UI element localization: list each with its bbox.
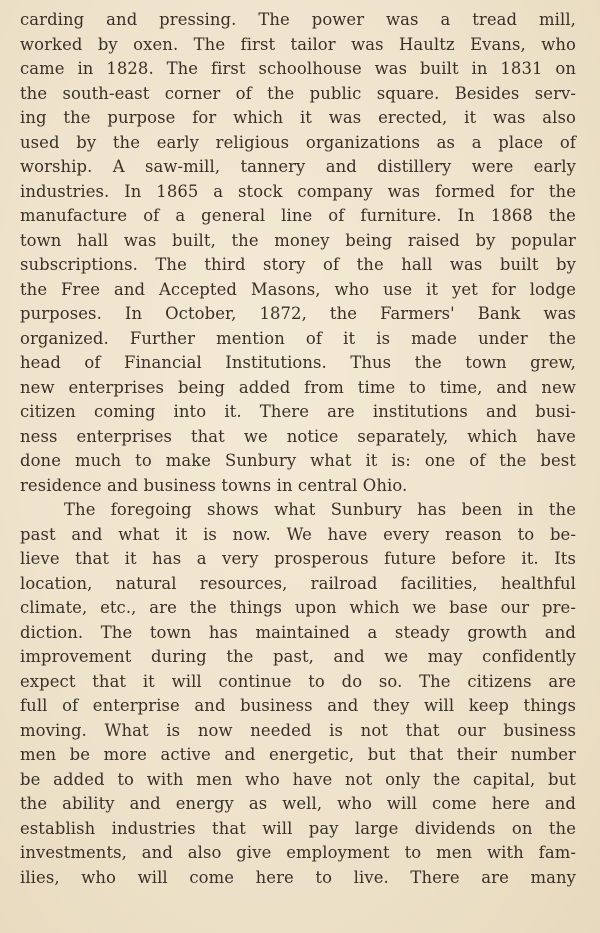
text-line: climate, etc., are the things upon which we base our pre-	[20, 598, 576, 617]
text-line: expect that it will continue to do so. The citizens are	[20, 671, 576, 691]
text-line: the Free and Accepted Masons, who use it yet for lodge	[20, 279, 576, 299]
text-line: industries. In 1865 a stock company was formed for the	[20, 181, 576, 201]
text-line: the south-east corner of the public square. Besides serv-	[20, 83, 576, 103]
text-line: town hall was built, the money being raised by popular	[20, 230, 576, 250]
text-line: men be more active and energetic, but that their number	[20, 745, 576, 764]
page-text	[20, 8, 576, 890]
text-line: full of enterprise and business and they will keep things	[20, 696, 576, 715]
text-line: manufacture of a general line of furniture. In 1868 the	[20, 206, 576, 225]
text-line: citizen coming into it. There are institutions and busi-	[20, 402, 576, 421]
text-line: lieve that it has a very prosperous future before it. Its	[20, 549, 576, 568]
text-line: worked by oxen. The first tailor was Haultz Evans, who	[20, 34, 576, 54]
text-line: residence and business towns in central Ohio.	[20, 475, 408, 495]
text-line: ing the purpose for which it was erected, it was also	[20, 108, 576, 127]
text-line: ness enterprises that we notice separately, which have	[20, 426, 576, 446]
text-line: done much to make Sunbury what it is: one of the best	[20, 451, 576, 470]
text-line: ilies, who will come here to live. There are many	[20, 867, 576, 887]
text-line: carding and pressing. The power was a tread mill,	[20, 10, 576, 29]
text-line: organized. Further mention of it is made under the	[20, 328, 576, 348]
text-line: past and what it is now. We have every reason to be-	[20, 524, 576, 544]
text-line: new enterprises being added from time to time, and new	[20, 377, 576, 397]
text-line: head of Financial Institutions. Thus the town grew,	[20, 353, 576, 372]
text-line: investments, and also give employment to men with fam-	[20, 843, 576, 862]
text-line: establish industries that will pay large dividends on the	[20, 818, 576, 838]
text-line: purposes. In October, 1872, the Farmers' Bank was	[20, 304, 576, 323]
text-line: location, natural resources, railroad facilities, healthful	[20, 573, 576, 593]
text-line: The foregoing shows what Sunbury has been in the	[64, 500, 576, 519]
text-line: improvement during the past, and we may confidently	[20, 647, 576, 666]
text-line: moving. What is now needed is not that our business	[20, 720, 576, 740]
text-line: be added to with men who have not only the capital, but	[20, 769, 576, 789]
text-line: subscriptions. The third story of the hall was built by	[20, 255, 576, 274]
text-line: diction. The town has maintained a steady growth and	[20, 622, 576, 642]
text-line: used by the early religious organizations as a place of	[20, 132, 576, 152]
text-line: worship. A saw-mill, tannery and distillery were early	[20, 157, 576, 176]
text-line: the ability and energy as well, who will come here and	[20, 794, 576, 813]
text-line: came in 1828. The first schoolhouse was built in 1831 on	[20, 59, 576, 78]
